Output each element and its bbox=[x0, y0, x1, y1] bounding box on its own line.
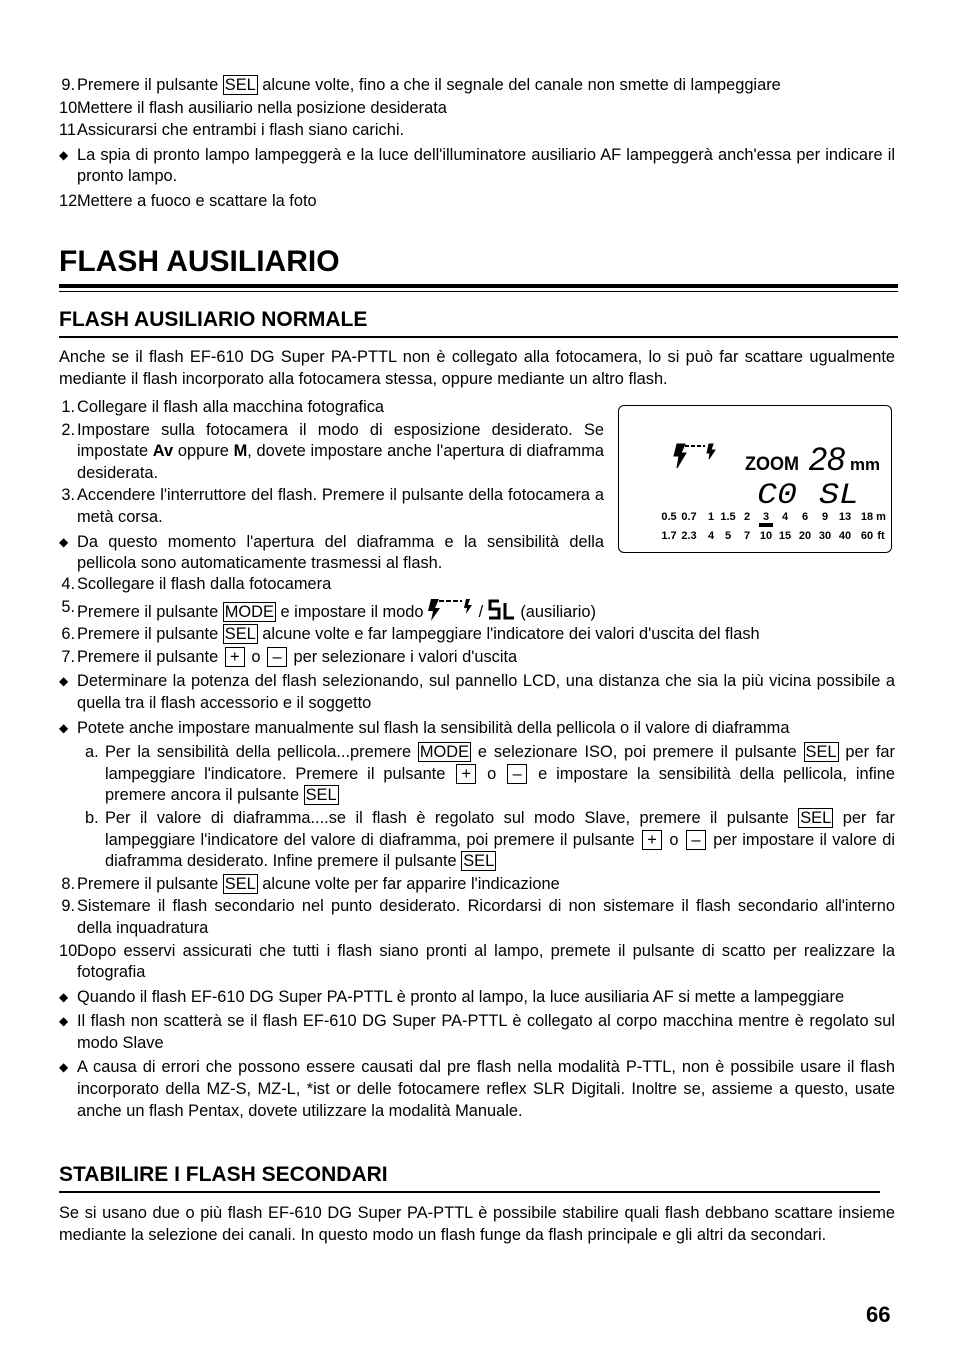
lcd-scale-value: 60 bbox=[860, 530, 874, 542]
item-text bbox=[77, 397, 604, 419]
item-marker: 10. bbox=[59, 98, 82, 117]
lcd-scale-value: 15 bbox=[778, 530, 792, 542]
list-item bbox=[59, 896, 895, 939]
lcd-scale-value: ft bbox=[877, 530, 885, 542]
list-item bbox=[59, 624, 895, 646]
plus-button-label: + bbox=[225, 647, 245, 667]
list-item bbox=[59, 808, 895, 873]
button-label-sel: SEL bbox=[463, 852, 495, 871]
lcd-scale-value: 6 bbox=[801, 511, 809, 523]
bold-text: Av bbox=[152, 442, 174, 461]
plus-button-label: + bbox=[456, 764, 476, 784]
text: Scollegare il flash dalla fotocamera bbox=[77, 575, 332, 593]
text: Accendere l'interruttore del flash. Premere il pulsante della fotocamera a metà corsa. bbox=[77, 486, 604, 526]
lcd-scale-value: 5 bbox=[724, 530, 732, 542]
item-marker: 11. bbox=[59, 121, 81, 140]
item-text bbox=[77, 647, 895, 669]
lcd-scale-value: 3 bbox=[762, 511, 770, 523]
item-text bbox=[77, 75, 895, 97]
slave-mode-icon bbox=[488, 599, 516, 621]
item-text bbox=[77, 420, 604, 485]
bullet-note bbox=[59, 718, 895, 740]
section-rule bbox=[59, 1191, 880, 1193]
text: Mettere a fuoco e scattare la foto bbox=[77, 191, 317, 210]
item-text bbox=[77, 671, 895, 714]
section-heading-secondary: STABILIRE I FLASH SECONDARI bbox=[59, 1163, 388, 1186]
list-item bbox=[59, 874, 895, 896]
lcd-scale-value: 2 bbox=[743, 511, 751, 523]
text: alcune volte per far apparire l'indicazione bbox=[257, 874, 560, 893]
item-marker: 10. bbox=[59, 941, 82, 960]
text: Premere il pulsante bbox=[77, 874, 223, 893]
list-item bbox=[59, 120, 895, 142]
lcd-scale-value: 9 bbox=[821, 511, 829, 523]
lcd-scale-value: 7 bbox=[743, 530, 751, 542]
text: alcune volte, fino a che il segnale del canale non smette di lampeggiare bbox=[257, 76, 781, 94]
plus-button-label: + bbox=[642, 830, 662, 850]
lcd-panel-illustration bbox=[618, 405, 892, 553]
lcd-scale-value: 40 bbox=[838, 530, 852, 542]
list-item bbox=[59, 420, 604, 485]
text: Per il valore di diaframma....se il flash è regolato sul modo Slave, premere il pulsante bbox=[105, 808, 799, 827]
text: Determinare la potenza del flash selezionando, sul pannello LCD, una distanza che sia la più vicina possibile a quella tra il flash accessorio e il soggetto bbox=[77, 672, 895, 712]
item-marker: 5. bbox=[61, 597, 75, 616]
diamond-bullet-icon: ◆ bbox=[59, 674, 69, 689]
text: o bbox=[246, 647, 265, 666]
list-item bbox=[59, 597, 895, 624]
lcd-scale-value: m bbox=[876, 511, 886, 523]
page-title: FLASH AUSILIARIO bbox=[59, 245, 340, 278]
text: o bbox=[478, 764, 506, 783]
lcd-scale-value: 4 bbox=[781, 511, 789, 523]
item-text bbox=[105, 742, 895, 807]
item-text bbox=[77, 145, 895, 188]
wireless-flash-icon bbox=[674, 444, 715, 468]
item-text bbox=[77, 896, 895, 939]
wireless-flash-icon bbox=[428, 597, 474, 621]
item-marker: 7. bbox=[61, 647, 75, 666]
section-heading-normal: FLASH AUSILIARIO NORMALE bbox=[59, 308, 368, 331]
minus-button-label: – bbox=[686, 830, 706, 850]
lcd-scale-value: 1.5 bbox=[720, 511, 736, 523]
lcd-scale-value: 20 bbox=[798, 530, 812, 542]
button-label-mode: MODE bbox=[224, 602, 274, 621]
text: Da questo momento l'apertura del diaframma e la sensibilità della pellicola sono automaticamente trasmessi al flash. bbox=[77, 532, 604, 573]
item-text bbox=[77, 485, 604, 528]
lcd-zoom-label: ZOOM bbox=[745, 454, 799, 475]
list-item bbox=[59, 647, 895, 669]
item-text bbox=[77, 941, 895, 984]
text: Sistemare il flash secondario nel punto desiderato. Ricordarsi di non sistemare il flash secondario all'interno della inquadratura bbox=[77, 897, 895, 937]
text: Quando il flash EF-610 DG Super PA-PTTL è pronto al lampo, la luce ausiliaria AF si mette a lampeggiare bbox=[77, 987, 845, 1006]
lcd-channel: C0 bbox=[757, 479, 797, 513]
text: La spia di pronto lampo lampeggerà e la luce dell'illuminatore ausiliario AF lampeggerà anch'essa per indicare il pronto lampo. bbox=[77, 145, 895, 186]
text: / bbox=[474, 602, 488, 621]
diamond-bullet-icon: ◆ bbox=[59, 720, 69, 735]
lcd-zoom-unit: mm bbox=[850, 455, 880, 474]
item-marker: 9. bbox=[61, 76, 75, 94]
minus-button-label: – bbox=[507, 764, 527, 784]
lcd-scale-value: 13 bbox=[838, 511, 852, 523]
text: Per la sensibilità della pellicola...premere bbox=[105, 743, 418, 762]
button-label-sel: SEL bbox=[800, 808, 832, 827]
button-label-sel: SEL bbox=[224, 874, 256, 893]
text: Mettere il flash ausiliario nella posizione desiderata bbox=[77, 98, 447, 117]
bullet-note bbox=[59, 1011, 895, 1054]
item-marker: 9. bbox=[61, 897, 75, 916]
list-item bbox=[59, 742, 895, 807]
diamond-bullet-icon: ◆ bbox=[59, 1060, 69, 1075]
item-text bbox=[77, 624, 895, 646]
text: per far lampeggiare l'indicatore. Premere il pulsante bbox=[105, 743, 895, 783]
text: Premere il pulsante bbox=[77, 76, 223, 94]
bullet-note bbox=[59, 1057, 895, 1122]
diamond-bullet-icon: ◆ bbox=[59, 147, 69, 162]
text: Dopo esservi assicurati che tutti i flash siano pronti al lampo, premete il pulsante di scatto per realizzare la fotografia bbox=[77, 941, 895, 982]
text: Premere il pulsante bbox=[77, 625, 223, 644]
lcd-scale-value: 0.5 bbox=[661, 511, 677, 523]
lcd-scale-value: 1.7 bbox=[661, 530, 677, 542]
item-text bbox=[77, 574, 895, 596]
button-label-sel: SEL bbox=[805, 743, 837, 762]
list-item bbox=[59, 485, 604, 528]
title-rule-thin bbox=[59, 291, 898, 292]
list-item bbox=[59, 75, 895, 97]
item-text bbox=[77, 120, 895, 142]
item-text bbox=[77, 98, 895, 120]
minus-button-label: – bbox=[267, 647, 287, 667]
list-item bbox=[59, 98, 895, 120]
section-intro: Se si usano due o più flash EF-610 DG Super PA-PTTL è possibile stabilire quali flash debbano scattare insieme mediante la selezione dei canali. In questo modo un flash funge da flash principale e gli altri da secondari. bbox=[59, 1204, 895, 1244]
item-text bbox=[77, 874, 895, 896]
bullet-note bbox=[59, 145, 895, 188]
item-text bbox=[77, 718, 895, 740]
lcd-scale-value: 18 bbox=[860, 511, 874, 523]
lcd-selected-distance-marker bbox=[759, 523, 773, 527]
bullet-note bbox=[59, 987, 895, 1009]
item-marker: 2. bbox=[61, 420, 75, 439]
text: Premere il pulsante bbox=[77, 647, 223, 666]
text: Potete anche impostare manualmente sul flash la sensibilità della pellicola o il valore di diaframma bbox=[77, 718, 790, 737]
item-marker: a. bbox=[85, 743, 99, 762]
diamond-bullet-icon: ◆ bbox=[59, 534, 69, 549]
item-marker: 12. bbox=[59, 191, 82, 210]
list-item bbox=[59, 941, 895, 984]
item-marker: 8. bbox=[61, 874, 75, 893]
item-text bbox=[77, 597, 895, 624]
diamond-bullet-icon: ◆ bbox=[59, 989, 69, 1004]
steps-list-b bbox=[59, 574, 895, 1125]
button-label-sel: SEL bbox=[224, 625, 256, 644]
button-label-sel: SEL bbox=[224, 76, 256, 94]
text: per far lampeggiare l'indicatore del valore di diaframma, poi premere il pulsante bbox=[105, 808, 895, 849]
item-text bbox=[77, 1011, 895, 1054]
item-text bbox=[105, 808, 895, 873]
list-item bbox=[59, 574, 895, 596]
text: oppure bbox=[173, 442, 234, 461]
text: Assicurarsi che entrambi i flash siano carichi. bbox=[77, 121, 405, 140]
title-rule bbox=[59, 284, 898, 288]
diamond-bullet-icon: ◆ bbox=[59, 1014, 69, 1029]
section-rule bbox=[59, 336, 898, 338]
text: per selezionare i valori d'uscita bbox=[289, 647, 518, 666]
text: Premere il pulsante bbox=[77, 602, 223, 621]
text: Collegare il flash alla macchina fotografica bbox=[77, 398, 385, 416]
text: per impostare il valore di diaframma desiderato. Infine premere il pulsante bbox=[105, 830, 895, 871]
text: (ausiliario) bbox=[515, 602, 596, 621]
lcd-zoom-value: 28 bbox=[807, 441, 846, 477]
text: , dovete impostare anche l'apertura di diaframma desiderata. bbox=[77, 442, 604, 482]
text: o bbox=[664, 830, 684, 849]
lcd-scale-value: 10 bbox=[759, 530, 773, 542]
item-marker: b. bbox=[85, 808, 99, 827]
item-text bbox=[77, 1057, 895, 1122]
continued-steps-list bbox=[59, 75, 895, 214]
list-item bbox=[59, 397, 604, 419]
bullet-note bbox=[59, 671, 895, 714]
list-item bbox=[59, 191, 895, 213]
lcd-scale-value: 0.7 bbox=[681, 511, 697, 523]
item-marker: 6. bbox=[61, 625, 75, 644]
text: e impostare il modo bbox=[275, 602, 429, 621]
section-intro: Anche se il flash EF-610 DG Super PA-PTTL non è collegato alla fotocamera, lo si può far scattare ugualmente mediante il flash incorporato alla fotocamera stessa, oppure mediante un altro flash. bbox=[59, 348, 895, 388]
item-marker: 1. bbox=[61, 398, 75, 416]
lcd-scale-value: 30 bbox=[818, 530, 832, 542]
lcd-mode: SL bbox=[819, 479, 859, 513]
item-marker: 4. bbox=[61, 575, 75, 593]
text: Il flash non scatterà se il flash EF-610 DG Super PA-PTTL è collegato al corpo macchina mentre è regolato sul modo Slave bbox=[77, 1012, 895, 1052]
bold-text: M bbox=[233, 442, 248, 461]
button-label-mode: MODE bbox=[419, 743, 470, 762]
item-marker: 3. bbox=[61, 486, 75, 505]
item-text bbox=[77, 532, 604, 575]
steps-list-a bbox=[59, 397, 604, 578]
bullet-note bbox=[59, 532, 604, 575]
text: e selezionare ISO, poi premere il pulsante bbox=[471, 743, 804, 762]
text: A causa di errori che possono essere causati dal pre flash nella modalità P-TTL, non è possibile usare il flash incorporato della MZ-S, MZ-L, *ist or delle fotocamere reflex SLR Digitali. Inoltre se, assieme a questo, usate anche un flash Pentax, dovete utilizzare la modalità Manuale. bbox=[77, 1058, 895, 1120]
item-text bbox=[77, 191, 895, 213]
lcd-scale-value: 2.3 bbox=[681, 530, 697, 542]
lcd-scale-value: 4 bbox=[707, 530, 715, 542]
text: Impostare sulla fotocamera il modo di esposizione desiderato. Se impostate bbox=[77, 420, 604, 461]
text: e impostare la sensibilità della pellicola, infine premere ancora il pulsante bbox=[105, 764, 896, 805]
button-label-sel: SEL bbox=[305, 786, 337, 805]
item-text bbox=[77, 987, 895, 1009]
lcd-scale-value: 1 bbox=[707, 511, 715, 523]
page-number: 66 bbox=[866, 1302, 891, 1327]
text: alcune volte e far lampeggiare l'indicatore dei valori d'uscita del flash bbox=[257, 625, 760, 644]
